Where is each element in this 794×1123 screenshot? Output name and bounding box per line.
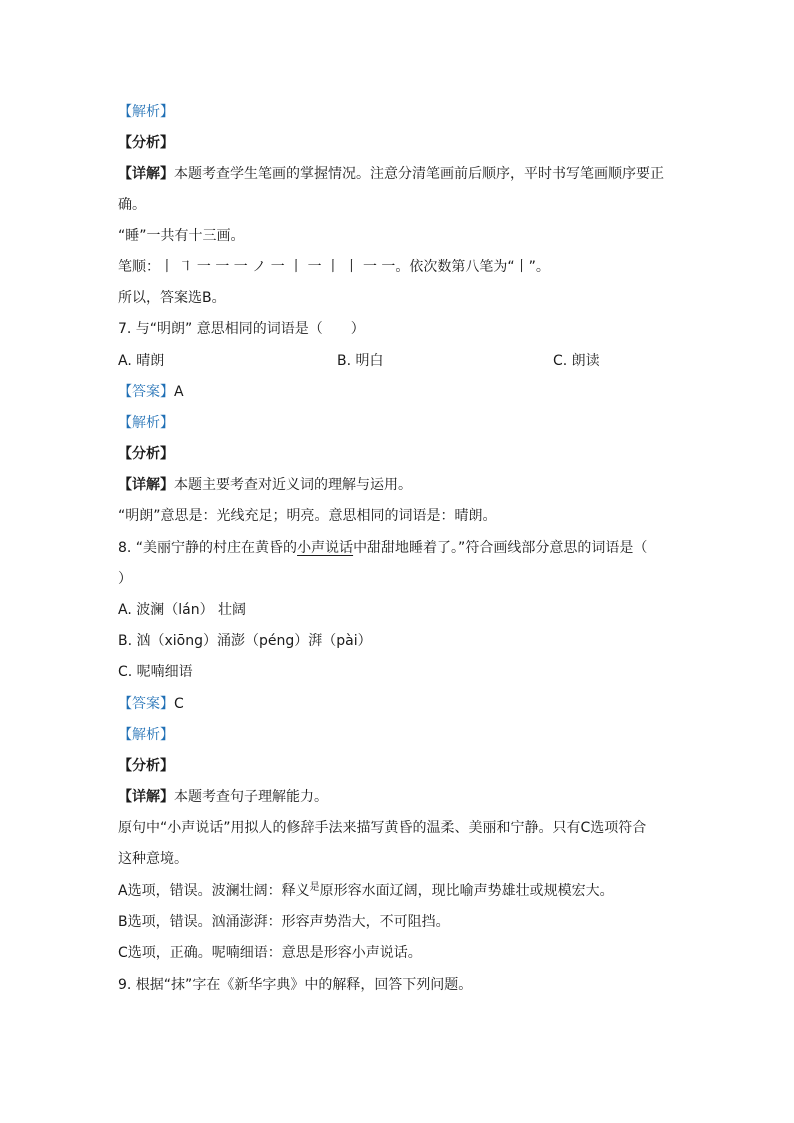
q8-option-c: C. 呢喃细语 bbox=[118, 664, 193, 680]
fenxi-label: 【分析】 bbox=[118, 446, 174, 462]
superscript-char: 是 bbox=[309, 882, 320, 893]
q8-stem bbox=[118, 538, 647, 558]
q8-paragraph-cont: 这种意境。 bbox=[118, 851, 188, 867]
detail-label: 【详解】 bbox=[118, 789, 174, 805]
fenxi-label: 【分析】 bbox=[118, 135, 174, 151]
q8-option-b: B. 汹（xiōng）涌澎（péng）湃（pài） bbox=[118, 633, 372, 649]
answer-label: 【答案】 bbox=[118, 384, 174, 400]
detail-label: 【详解】 bbox=[118, 166, 174, 182]
q8-option-c-analysis: C选项，正确。呢喃细语：意思是形容小声说话。 bbox=[118, 945, 422, 961]
detail-line bbox=[118, 164, 664, 184]
q8-stem-part: 中甜甜地睡着了。”符合画线部分意思的词语是（ bbox=[353, 540, 648, 556]
detail-line bbox=[118, 475, 412, 495]
q7-option-b: B. 明白 bbox=[337, 353, 384, 369]
analysis-text: A选项，错误。波澜壮阔：释义 bbox=[118, 883, 310, 899]
detail-text: 本题考查句子理解能力。 bbox=[174, 789, 328, 805]
underlined-phrase: 小声说话 bbox=[297, 540, 354, 556]
q7-answer bbox=[118, 382, 184, 402]
q7-option-c: C. 朗读 bbox=[553, 353, 600, 369]
q8-stem-part: 8. “美丽宁静的村庄在黄昏的 bbox=[118, 540, 298, 556]
q7-option-a: A. 晴朗 bbox=[118, 353, 165, 369]
q7-explanation: “明朗”意思是：光线充足；明亮。意思相同的词语是：晴朗。 bbox=[118, 508, 497, 524]
q8-paragraph: 原句中“小声说话”用拟人的修辞手法来描写黄昏的温柔、美丽和宁静。只有C选项符合 bbox=[118, 820, 647, 836]
analysis-label: 【解析】 bbox=[118, 104, 174, 120]
detail-text: 本题主要考查对近义词的理解与运用。 bbox=[174, 477, 412, 493]
detail-label: 【详解】 bbox=[118, 477, 174, 493]
answer-conclusion: 所以，答案选B。 bbox=[118, 290, 226, 306]
analysis-text: 原形容水面辽阔，现比喻声势雄壮或规模宏大。 bbox=[319, 883, 614, 899]
q8-stem-end: ） bbox=[118, 571, 132, 587]
q8-answer bbox=[118, 694, 184, 714]
stroke-order-text: 笔顺：丨 ㇕ 一 一 一 ノ 一 丨 一 丨 丨 一 一。依次数第八笔为“丨”。 bbox=[118, 259, 550, 275]
q8-option-a: A. 波澜（lán） 壮阔 bbox=[118, 602, 247, 618]
detail-text: 本题考查学生笔画的掌握情况。注意分清笔画前后顺序，平时书写笔画顺序要正 bbox=[174, 166, 664, 182]
detail-continuation: 确。 bbox=[118, 197, 146, 213]
q8-option-a-analysis bbox=[118, 881, 614, 903]
analysis-label: 【解析】 bbox=[118, 727, 174, 743]
q8-option-b-analysis: B选项，错误。汹涌澎湃：形容声势浩大，不可阻挡。 bbox=[118, 914, 450, 930]
q9-stem: 9. 根据“抹”字在《新华字典》中的解释，回答下列问题。 bbox=[118, 977, 473, 993]
stroke-count-text: “睡”一共有十三画。 bbox=[118, 228, 245, 244]
answer-label: 【答案】 bbox=[118, 696, 174, 712]
q7-stem: 7. 与“明朗” 意思相同的词语是（ ） bbox=[118, 321, 365, 337]
analysis-label: 【解析】 bbox=[118, 415, 174, 431]
fenxi-label: 【分析】 bbox=[118, 758, 174, 774]
detail-line bbox=[118, 787, 328, 807]
answer-value: A bbox=[174, 384, 184, 400]
answer-value: C bbox=[174, 696, 184, 712]
